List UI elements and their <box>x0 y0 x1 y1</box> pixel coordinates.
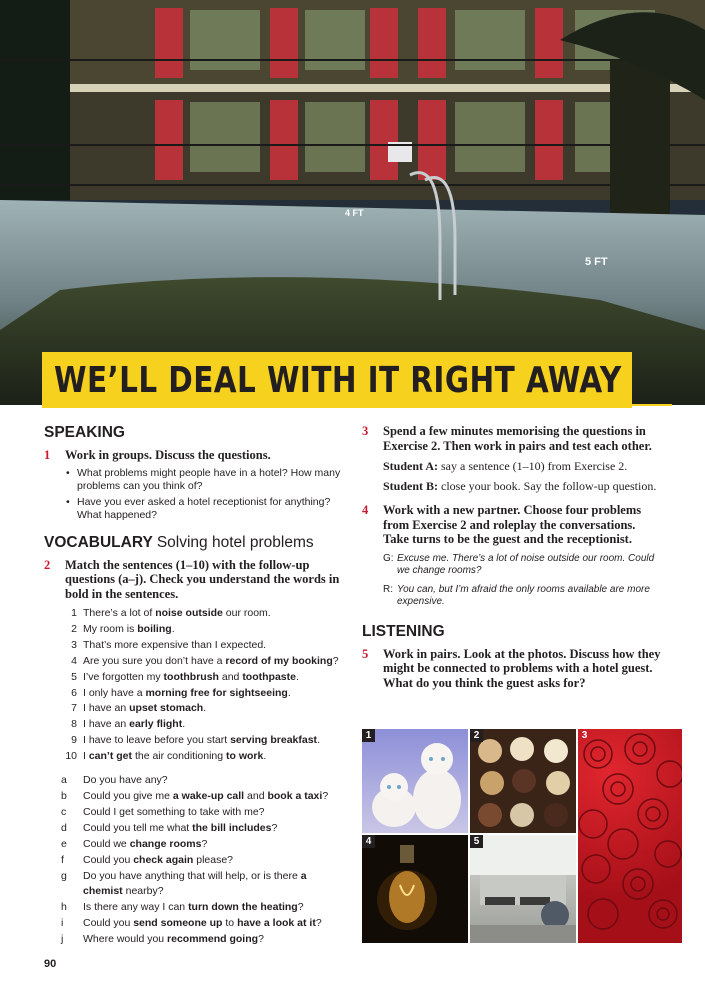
page-number: 90 <box>44 958 57 970</box>
item-text: I’ve forgotten my <box>83 670 164 683</box>
list-item <box>65 606 344 622</box>
bold-phrase: morning free for sightseeing <box>145 686 288 699</box>
exercise-number: 3 <box>362 424 369 438</box>
pool-depth-sign-1: 4 FT <box>345 208 364 218</box>
exercise-instruction: Spend a few minutes memorising the questions in Exercise 2. Then work in pairs and test each other. <box>383 424 652 453</box>
item-text: . <box>171 622 175 635</box>
item-label: g <box>61 869 67 882</box>
item-text: to <box>222 917 238 930</box>
item-label: 5 <box>71 670 77 683</box>
student-b-text: close your book. Say the follow-up question. <box>438 479 657 493</box>
item-text: ? <box>271 821 278 834</box>
bold-phrase: early flight <box>129 718 183 731</box>
follow-up-question-list <box>61 773 344 948</box>
item-text: I have to leave before you start <box>83 734 231 747</box>
vocabulary-heading <box>44 534 344 552</box>
item-text: . <box>263 750 267 763</box>
chocolates-photo-icon <box>470 729 576 833</box>
photo-number: 3 <box>581 730 588 741</box>
item-label: d <box>61 821 67 834</box>
banner-rule <box>632 404 672 406</box>
exercise-number: 5 <box>362 646 369 661</box>
exercise-number: 1 <box>44 448 51 462</box>
vocabulary-title: VOCABULARY <box>44 533 153 551</box>
item-label: 1 <box>71 607 77 619</box>
bold-phrase: upset stomach <box>129 702 204 715</box>
kittens-photo-icon <box>362 729 468 833</box>
exercise-5 <box>362 647 662 691</box>
left-column <box>44 424 344 954</box>
lightbulb-illustration <box>362 835 468 943</box>
gym-illustration <box>470 835 576 943</box>
list-item <box>65 686 344 702</box>
lesson-title-banner <box>42 352 632 408</box>
exercise-3 <box>362 424 662 493</box>
bold-phrase: toothbrush <box>163 670 219 683</box>
exercise-instruction: Work with a new partner. Choose four problems from Exercise 2 and roleplay the conversations. Take turns to be the guest and the receptionist. <box>383 503 642 546</box>
item-text: ? <box>297 901 304 914</box>
bold-phrase: toothpaste <box>242 670 296 683</box>
right-column <box>362 424 662 696</box>
student-b-label: Student B: <box>383 479 439 493</box>
dialogue-text: You can, but I’m afraid the only rooms available are more expensive. <box>397 583 650 607</box>
exercise-instruction: Work in pairs. Look at the photos. Discuss how they might be connected to problems with a hotel guest. What do you think the guest asks for? <box>383 646 661 690</box>
dialogue-text: Excuse me. There’s a lot of noise outside our room. Could we change rooms? <box>397 552 655 576</box>
student-a-label: Student A: <box>383 459 439 473</box>
item-text: . <box>287 686 291 699</box>
bold-phrase: boiling <box>137 622 172 635</box>
item-text: ? <box>332 654 339 667</box>
student-a-text: say a sentence (1–10) from Exercise 2. <box>438 459 628 473</box>
roses-illustration <box>578 729 682 943</box>
list-item <box>61 916 344 932</box>
item-text: and <box>218 670 243 683</box>
list-item <box>65 670 344 686</box>
item-label: 7 <box>71 702 77 715</box>
listening-heading: LISTENING <box>362 622 445 640</box>
list-item <box>61 869 344 901</box>
item-text: nearby? <box>122 885 164 898</box>
vocabulary-subtitle: Solving hotel problems <box>156 533 314 551</box>
list-item <box>65 638 344 654</box>
item-label: b <box>61 789 67 802</box>
item-text: Could I get something to take with me? <box>83 805 265 818</box>
item-text: . <box>182 718 186 731</box>
list-item <box>65 654 344 670</box>
photo-number: 4 <box>362 835 375 848</box>
item-text: Do you have any? <box>83 774 168 787</box>
speaker-label: G: <box>383 552 394 564</box>
item-label: 3 <box>71 638 77 651</box>
item-text: Could you <box>83 853 134 866</box>
gym-photo-icon <box>470 835 576 943</box>
bold-phrase: can’t get <box>88 750 133 763</box>
item-text: Could we <box>83 837 130 850</box>
bold-phrase: serving breakfast <box>230 734 318 747</box>
bold-phrase: change rooms <box>129 837 202 850</box>
chocolates-illustration <box>470 729 576 833</box>
item-label: h <box>61 901 67 914</box>
bold-phrase: a wake-up call <box>172 789 245 802</box>
item-text: please? <box>193 853 234 866</box>
bullet-item: • Have you ever asked a hotel receptionist for anything? What happened? <box>65 496 344 522</box>
photo-number: 2 <box>470 729 483 742</box>
bold-phrase: have a look at it <box>237 917 316 930</box>
item-text: I have an <box>83 702 130 715</box>
list-item <box>61 789 344 805</box>
bold-phrase: send someone up <box>133 917 223 930</box>
pool-depth-sign-2: 5 FT <box>585 256 608 268</box>
item-text: the air conditioning <box>132 750 227 763</box>
dialogue-line <box>383 584 662 609</box>
item-label: c <box>61 805 67 818</box>
lightbulb-photo-icon <box>362 835 468 943</box>
item-text: Where would you <box>83 933 168 946</box>
item-label: 9 <box>71 734 77 747</box>
list-item <box>61 773 344 789</box>
item-text: Is there any way I can <box>83 901 189 914</box>
dialogue-line <box>383 553 662 578</box>
item-label: a <box>61 774 67 787</box>
exercise-number: 2 <box>44 557 51 572</box>
exercise-number: 4 <box>362 503 369 517</box>
motel-pool-illustration <box>0 0 705 405</box>
speaking-heading: SPEAKING <box>44 424 125 441</box>
student-b-instruction <box>383 479 662 493</box>
item-label: 4 <box>71 654 77 667</box>
item-text: our room. <box>222 607 271 619</box>
item-text: ? <box>201 837 208 850</box>
list-item <box>61 837 344 853</box>
photo-number: 1 <box>362 729 375 742</box>
bold-phrase: book a taxi <box>267 789 323 802</box>
bold-phrase: the bill includes <box>192 821 272 834</box>
lesson-title: WE’LL DEAL WITH IT RIGHT AWAY <box>54 359 622 401</box>
item-label: 10 <box>65 750 77 763</box>
item-label: 6 <box>71 686 77 699</box>
item-text: Do you have anything that will help, or is there <box>83 869 301 882</box>
bold-phrase: a chemist <box>83 869 307 898</box>
hero-photo-empty-pool <box>0 0 705 405</box>
bold-phrase: noise outside <box>155 607 223 619</box>
item-text: ? <box>322 789 329 802</box>
bullet-item: • What problems might people have in a hotel? How many problems can you think of? <box>65 467 344 493</box>
kittens-illustration <box>362 729 468 833</box>
exercise-1 <box>44 448 344 522</box>
exercise-instruction: Work in groups. Discuss the questions. <box>65 448 271 462</box>
example-dialogue <box>383 553 662 609</box>
exercise-2 <box>44 558 344 949</box>
list-item <box>65 622 344 638</box>
item-text: Could you give me <box>83 789 173 802</box>
list-item <box>65 749 344 765</box>
item-text: I only have a <box>83 686 146 699</box>
item-text: . <box>203 702 207 715</box>
item-text: There’s a lot of <box>83 607 156 619</box>
item-text: Could you tell me what <box>83 821 193 834</box>
bold-phrase: record of my booking <box>225 654 333 667</box>
roses-photo-icon <box>578 729 682 943</box>
item-text: My room is <box>83 622 138 635</box>
discussion-questions <box>65 467 344 522</box>
item-text: and <box>244 789 268 802</box>
item-label: j <box>61 933 64 946</box>
bold-phrase: check again <box>133 853 194 866</box>
list-item <box>65 701 344 717</box>
list-item <box>61 900 344 916</box>
list-item <box>65 733 344 749</box>
bold-phrase: to work <box>226 750 264 763</box>
list-item <box>61 805 344 821</box>
item-text: That’s more expensive than I expected. <box>83 638 267 651</box>
list-item <box>65 717 344 733</box>
item-label: f <box>61 853 64 866</box>
item-text: Could you <box>83 917 134 930</box>
item-text: ? <box>258 933 264 946</box>
item-label: i <box>61 917 64 930</box>
item-label: 2 <box>71 622 77 635</box>
item-text: . <box>317 734 320 747</box>
item-text: I have an <box>83 718 130 731</box>
sentence-list <box>65 606 344 765</box>
item-text: I <box>83 750 89 763</box>
item-text: Are you sure you don’t have a <box>83 654 226 667</box>
bold-phrase: turn down the heating <box>188 901 298 914</box>
photo-grid <box>362 729 682 943</box>
item-text: ? <box>315 917 322 930</box>
list-item <box>61 932 344 948</box>
exercise-4 <box>362 503 662 609</box>
exercise-instruction: Match the sentences (1–10) with the follow-up questions (a–j). Check you understand the words in bold in the sentences. <box>65 557 340 601</box>
list-item <box>61 853 344 869</box>
item-label: e <box>61 837 67 850</box>
bold-phrase: recommend going <box>167 933 259 946</box>
student-a-instruction <box>383 459 662 473</box>
item-label: 8 <box>71 718 77 731</box>
item-text: . <box>295 670 299 683</box>
speaker-label: R: <box>383 583 393 595</box>
photo-number: 5 <box>470 835 483 848</box>
list-item <box>61 821 344 837</box>
